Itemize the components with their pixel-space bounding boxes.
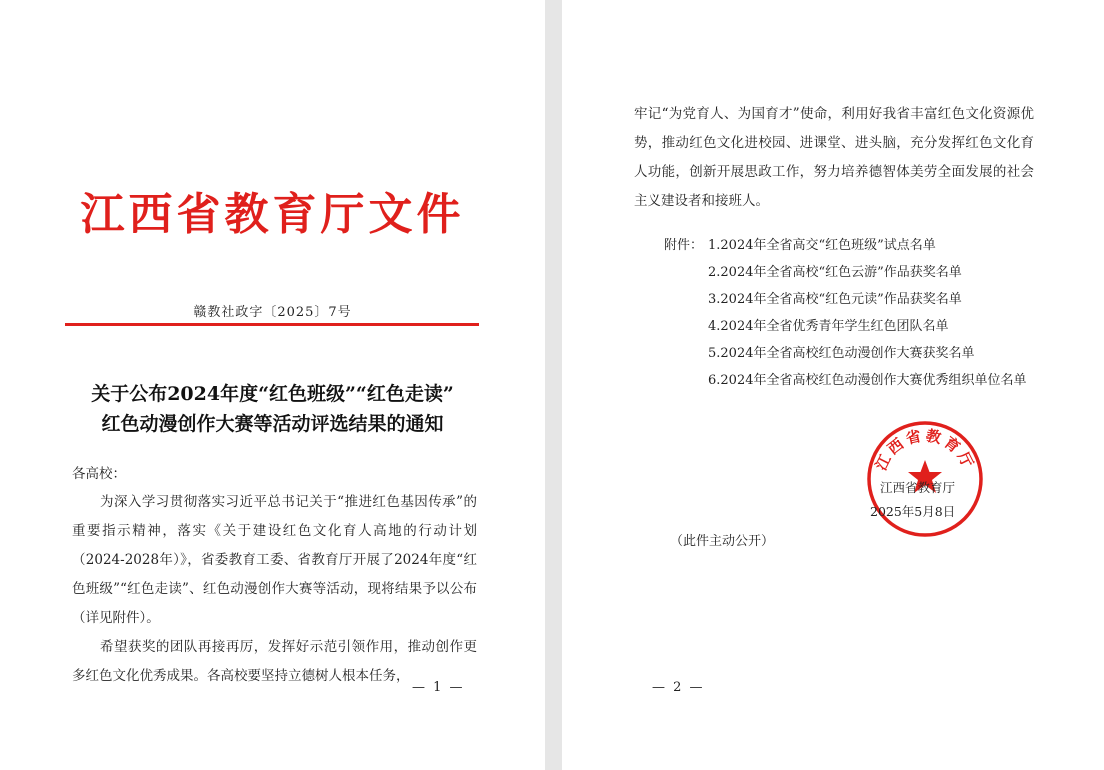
attachment-item: 附件： 1.2024年全省高交“红色班级”试点名单 — [664, 232, 1027, 259]
body-paragraphs — [72, 488, 477, 691]
red-divider — [65, 323, 479, 326]
attachment-item: 3.2024年全省高校“红色元读”作品获奖名单 — [708, 292, 962, 307]
attachment-item: 6.2024年全省高校红色动漫创作大赛优秀组织单位名单 — [708, 373, 1027, 388]
attachment-item: 2.2024年全省高校“红色云游”作品获奖名单 — [708, 265, 962, 280]
body-paragraph-2: 希望获奖的团队再接再厉，发挥好示范引领作用，推动创作更多红色文化优秀成果。各高校要坚持立德树人根本任务， — [72, 639, 477, 684]
document-number: 赣教社政字〔2025〕7号 — [193, 305, 352, 320]
header-title: 江西省教育厅文件 — [80, 189, 465, 240]
notice-title-line-2: 红色动漫创作大赛等活动评选结果的通知 — [101, 413, 444, 435]
body-paragraph-1: 为深入学习贯彻落实习近平总书记关于“推进红色基因传承”的重要指示精神，落实《关于建设红色文化育人高地的行动计划（2024-2028年）》，省委教育工委、省教育厅开展了2024年度“红色班级”“红色走读”、红色动漫创作大赛等活动，现将结果予以公布（详见附件）。 — [72, 494, 477, 626]
page-number: — 2 — — [652, 680, 705, 695]
body-paragraph-3: 牢记“为党育人、为国育才”使命，利用好我省丰富红色文化资源优势，推动红色文化进校园、进课堂、进头脑，充分发挥红色文化育人功能，创新开展思政工作，努力培养德智体美劳全面发展的社会主义建设者和接班人。 — [634, 106, 1034, 209]
document-page-2 — [562, 0, 1104, 770]
salutation: 各高校： — [72, 466, 126, 482]
attachment-item: 5.2024年全省高校红色动漫创作大赛获奖名单 — [708, 346, 975, 361]
issue-date: 2025年5月8日 — [870, 504, 956, 519]
notice-title-line-1: 关于公布2024年度“红色班级”“红色走读” — [91, 383, 454, 405]
public-disclosure-note: （此件主动公开） — [670, 534, 775, 549]
page-gutter — [545, 0, 562, 770]
attachment-item: 4.2024年全省优秀青年学生红色团队名单 — [708, 319, 949, 334]
attachments-label: 附件： — [664, 238, 704, 253]
seal-text: 江西省教育厅 — [871, 426, 979, 474]
attachment-list — [664, 232, 1027, 394]
page-number: — 1 — — [412, 680, 465, 695]
issuer-name: 江西省教育厅 — [880, 480, 956, 495]
document-page-1 — [0, 0, 545, 770]
body-paragraph-continued — [634, 100, 1034, 216]
